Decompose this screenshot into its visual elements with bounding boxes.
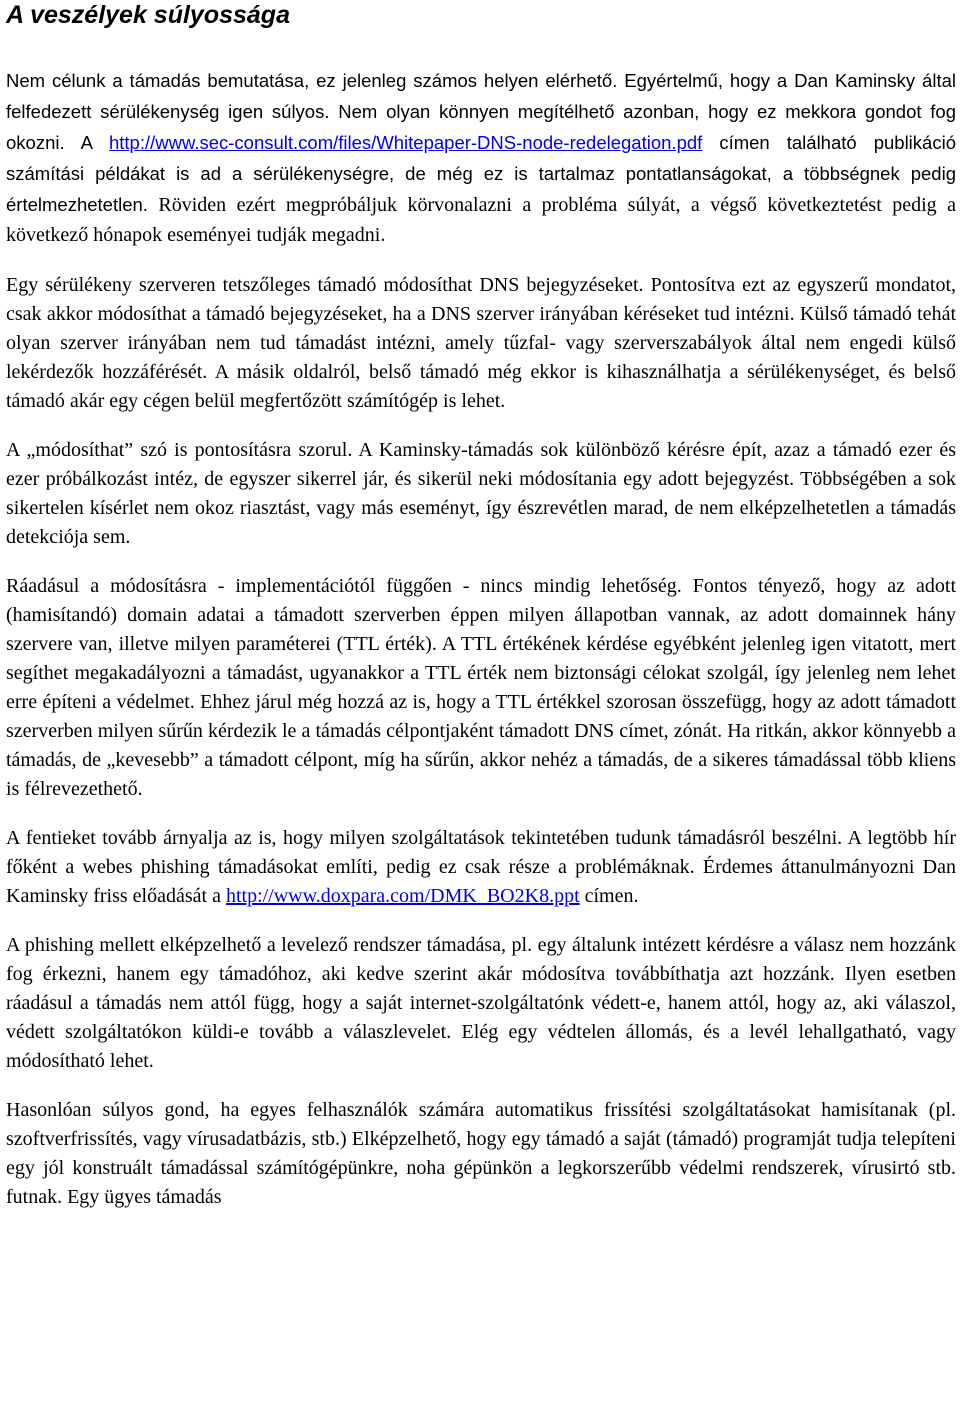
paragraph-1-conclusion: Röviden ezért megpróbáljuk körvonalazni a probléma súlyát, a végső következtetést pedig a következő hónapok eseményei tudják megadni. bbox=[6, 194, 956, 246]
doxpara-link[interactable]: http://www.doxpara.com/DMK_BO2K8.ppt bbox=[225, 885, 580, 907]
paragraph-1-body: címen található publikáció számítási példákat is ad a sérülékenységre, de még ez is tartalmaz pontatlanságokat, a többségnek pedig értelmezhetetlen. bbox=[6, 132, 956, 215]
paragraph-5 bbox=[6, 824, 956, 911]
paragraph-4: Ráadásul a módosításra - implementációtól függően - nincs mindig lehetőség. Fontos tényező, hogy az adott (hamisítandó) domain adatai a támadott szerverben éppen milyen állapotban vannak, az adott domainnek hány szervere van, illetve milyen paraméterei (TTL érték). A TTL értékének kérdése egyébként jelenleg igen vitatott, mert segíthet megakadályozni a támadást, ugyanakkor a TTL érték nem biztonsági célokat szolgál, így jelenleg nem lehet erre építeni a védelmet. Ehhez járul még hozzá az is, hogy a TTL értékkel szorosan összefügg, hogy az adott támadott szerverben milyen sűrűn kérdezik le a támadás célpontjaként támadott DNS címet, zónát. Ha ritkán, akkor könnyebb a támadás, de „kevesebb” a támadott célpont, míg ha sűrűn, akkor nehéz a támadás, de a sikeres támadással több kliens is félrevezethető. bbox=[6, 575, 956, 800]
paragraph-1 bbox=[6, 66, 956, 251]
paragraph-6: A phishing mellett elképzelhető a levelező rendszer támadása, pl. egy általunk intézett kérdésre a válasz nem hozzánk fog érkezni, hanem egy támadóhoz, aki kedve szerint akár módosítva továbbíthatja azt hozzánk. Ilyen esetben ráadásul a támadás nem attól függ, hogy a saját internet-szolgáltatónk védett-e, hanem attól, hogy az, aki válaszol, védett szolgáltatókon küldi-e tovább a válaszlevelet. Elég egy védtelen állomás, és a levél lehallgatható, vagy módosítható lehet. bbox=[6, 934, 956, 1072]
document-title: A veszélyek súlyossága bbox=[6, 1, 290, 29]
paragraph-3: A „módosíthat” szó is pontosításra szorul. A Kaminsky-támadás sok különböző kérésre épít, azaz a támadó ezer és ezer próbálkozást intéz, de egyszer sikerrel jár, és sikerül neki módosítania egy adott bejegyzést. Többségében a sok sikertelen kísérlet nem okoz riasztást, vagy más eseményt, így észrevétlen marad, de nem elképzelhetetlen a támadás detekciója sem. bbox=[6, 439, 956, 548]
paragraph-1-intro: Nem célunk a támadás bemutatása, ez jelenleg számos helyen elérhető. Egyértelmű, hogy a Dan Kaminsky által felfedezett sérülékenység igen súlyos. Nem olyan könnyen megítélhető azonban, hogy ez mekkora gondot fog okozni. A bbox=[6, 70, 956, 153]
paragraph-7: Hasonlóan súlyos gond, ha egyes felhasználók számára automatikus frissítési szolgáltatásokat hamisítanak (pl. szoftverfrissítés, vagy vírusadatbázis, stb.) Elképzelhető, hogy egy támadó a saját (támadó) programját tudja telepíteni egy jól konstruált támadással számítógépünkre, noha gépünkön a legkorszerűbb védelmi rendszerek, vírusirtó stb. futnak. Egy ügyes támadás bbox=[6, 1099, 956, 1208]
document-page bbox=[6, 0, 956, 1212]
paragraph-5-body: A fentieket tovább árnyalja az is, hogy milyen szolgáltatások tekintetében tudunk támadásról beszélni. A legtöbb hír főként a webes phishing támadásokat említi, pedig ez csak része a problémáknak. Érdemes áttanulmányozni Dan Kaminsky friss előadását a bbox=[6, 827, 956, 907]
paragraph-5-end: címen. bbox=[579, 885, 639, 907]
paragraph-2: Egy sérülékeny szerveren tetszőleges támadó módosíthat DNS bejegyzéseket. Pontosítva ezt az egyszerű mondatot, csak akkor módosíthat a támadó bejegyzéseket, ha a DNS szerver irányában kéréseket tud intézni. Külső támadó tehát olyan szerver irányában nem tud támadást intézni, amely tűzfal- vagy szerverszabályok által nem engedi külső lekérdezők hozzáférését. A másik oldalról, belső támadó még ekkor is kihasználhatja a sérülékenységet, és belső támadó akár egy cégen belül megfertőzött számítógép is lehet. bbox=[6, 274, 956, 412]
sec-consult-link[interactable]: http://www.sec-consult.com/files/Whitepaper-DNS-node-redelegation.pdf bbox=[108, 132, 703, 153]
